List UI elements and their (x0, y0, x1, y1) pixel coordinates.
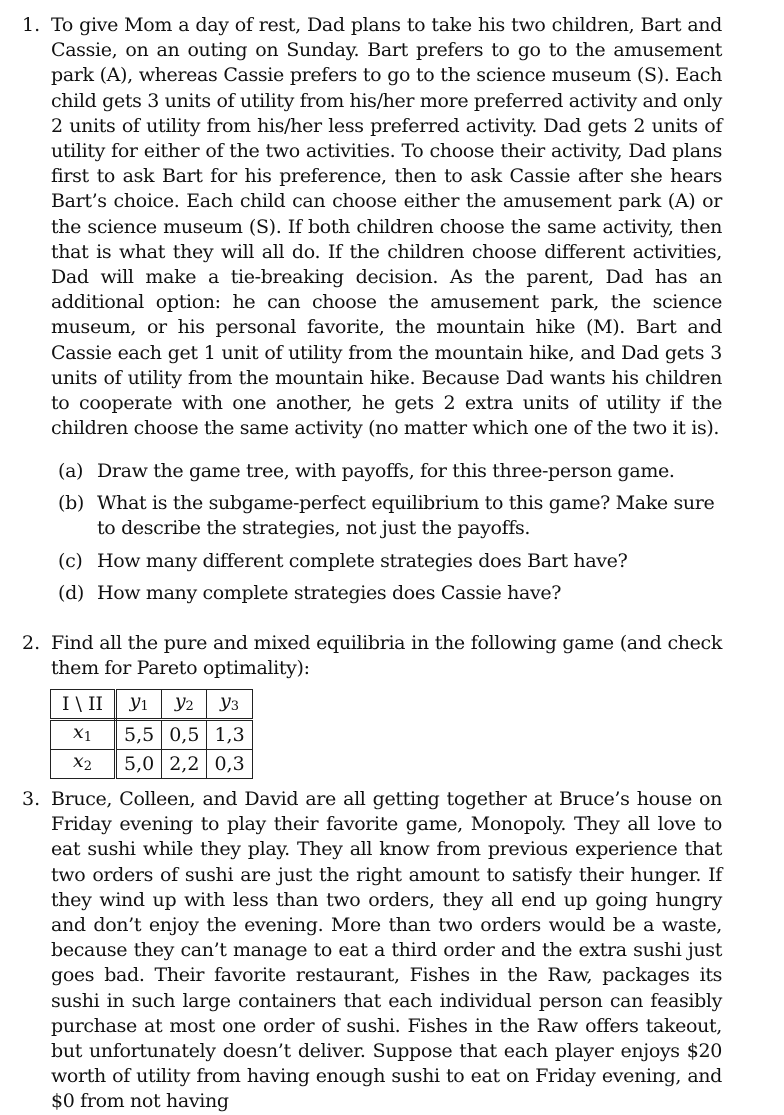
payoff-matrix-header-row (51, 690, 253, 720)
payoff-cell: 5,0 (116, 750, 162, 779)
payoff-cell: 5,5 (116, 720, 162, 750)
problem-3-number: 3. (22, 788, 41, 810)
subpart-a (58, 459, 722, 484)
col-header-y1: y1 (116, 690, 162, 720)
problem-2 (22, 631, 722, 681)
matrix-corner-label: I \ II (51, 690, 116, 720)
row-header-x1: x1 (51, 720, 116, 750)
col-header-y3: y3 (207, 690, 252, 720)
payoff-cell: 0,3 (207, 750, 252, 779)
subpart-b (58, 491, 722, 541)
problem-1 (22, 13, 722, 441)
subpart-b-label: (b) (58, 492, 84, 515)
subpart-c-text: How many different complete strategies does Bart have? (97, 549, 628, 572)
problem-1-subparts (58, 459, 722, 613)
subpart-d-text: How many complete strategies does Cassie have? (97, 581, 562, 604)
problem-1-text: To give Mom a day of rest, Dad plans to take his two children, Bart and Cassie, on an outing on Sunday. Bart prefers to go to the amusement park (A), whereas Cassie prefers to go to the science museum (S). Each child gets 3 units of utility from his/her more preferred activity and only 2 units of utility from his/her less preferred activity. Dad gets 2 units of utility for either of the two activities. To choose their activity, Dad plans first to ask Bart for his preference, then to ask Cassie after she hears Bart’s choice. Each child can choose either the amusement park (A) or the science museum (S). If both children choose the same activity, then that is what they will all do. If the children choose different activities, Dad will make a tie-breaking decision. As the parent, Dad has an additional option: he can choose the amusement park, the science museum, or his personal favorite, the mountain hike (M). Bart and Cassie each get 1 unit of utility from the mountain hike, and Dad gets 3 units of utility from the mountain hike. Because Dad wants his children to cooperate with one another, he gets 2 extra units of utility if the children choose the same activity (no matter which one of the two it is). (51, 14, 722, 440)
col-header-y2: y2 (162, 690, 207, 720)
problem-2-text: Find all the pure and mixed equilibria in the following game (and check them for Pareto optimality): (51, 632, 722, 680)
subpart-c (58, 549, 722, 574)
payoff-cell: 0,5 (162, 720, 207, 750)
problem-1-number: 1. (22, 14, 41, 36)
subpart-b-text: What is the subgame-perfect equilibrium to this game? Make sure to describe the strategies, not just the payoffs. (97, 492, 715, 540)
subpart-a-text: Draw the game tree, with payoffs, for this three-person game. (97, 460, 675, 482)
problem-3-text: Bruce, Colleen, and David are all getting together at Bruce’s house on Friday evening to play their favorite game, Monopoly. They all love to eat sushi while they play. They all know from previous experience that two orders of sushi are just the right amount to satisfy their hunger. If they wind up with less than two orders, they all end up going hungry and don’t enjoy the evening. More than two orders would be a waste, because they can’t manage to eat a third order and the extra sushi just goes bad. Their favorite restaurant, Fishes in the Raw, packages its sushi in such large containers that each individual person can feasibly purchase at most one order of sushi. Fishes in the Raw offers takeout, but unfortunately doesn’t deliver. Suppose that each player enjoys $20 worth of utility from having enough sushi to eat on Friday evening, and $0 from not having (51, 788, 722, 1113)
payoff-matrix (50, 689, 253, 779)
subpart-d (58, 581, 722, 606)
table-row (51, 750, 253, 779)
subpart-d-label: (d) (58, 581, 84, 604)
subpart-c-label: (c) (58, 549, 83, 572)
row-header-x2: x2 (51, 750, 116, 779)
problem-2-number: 2. (22, 632, 41, 654)
subpart-a-label: (a) (58, 460, 84, 482)
problem-3 (22, 787, 722, 1115)
table-row (51, 720, 253, 750)
payoff-cell: 1,3 (207, 720, 252, 750)
payoff-cell: 2,2 (162, 750, 207, 779)
